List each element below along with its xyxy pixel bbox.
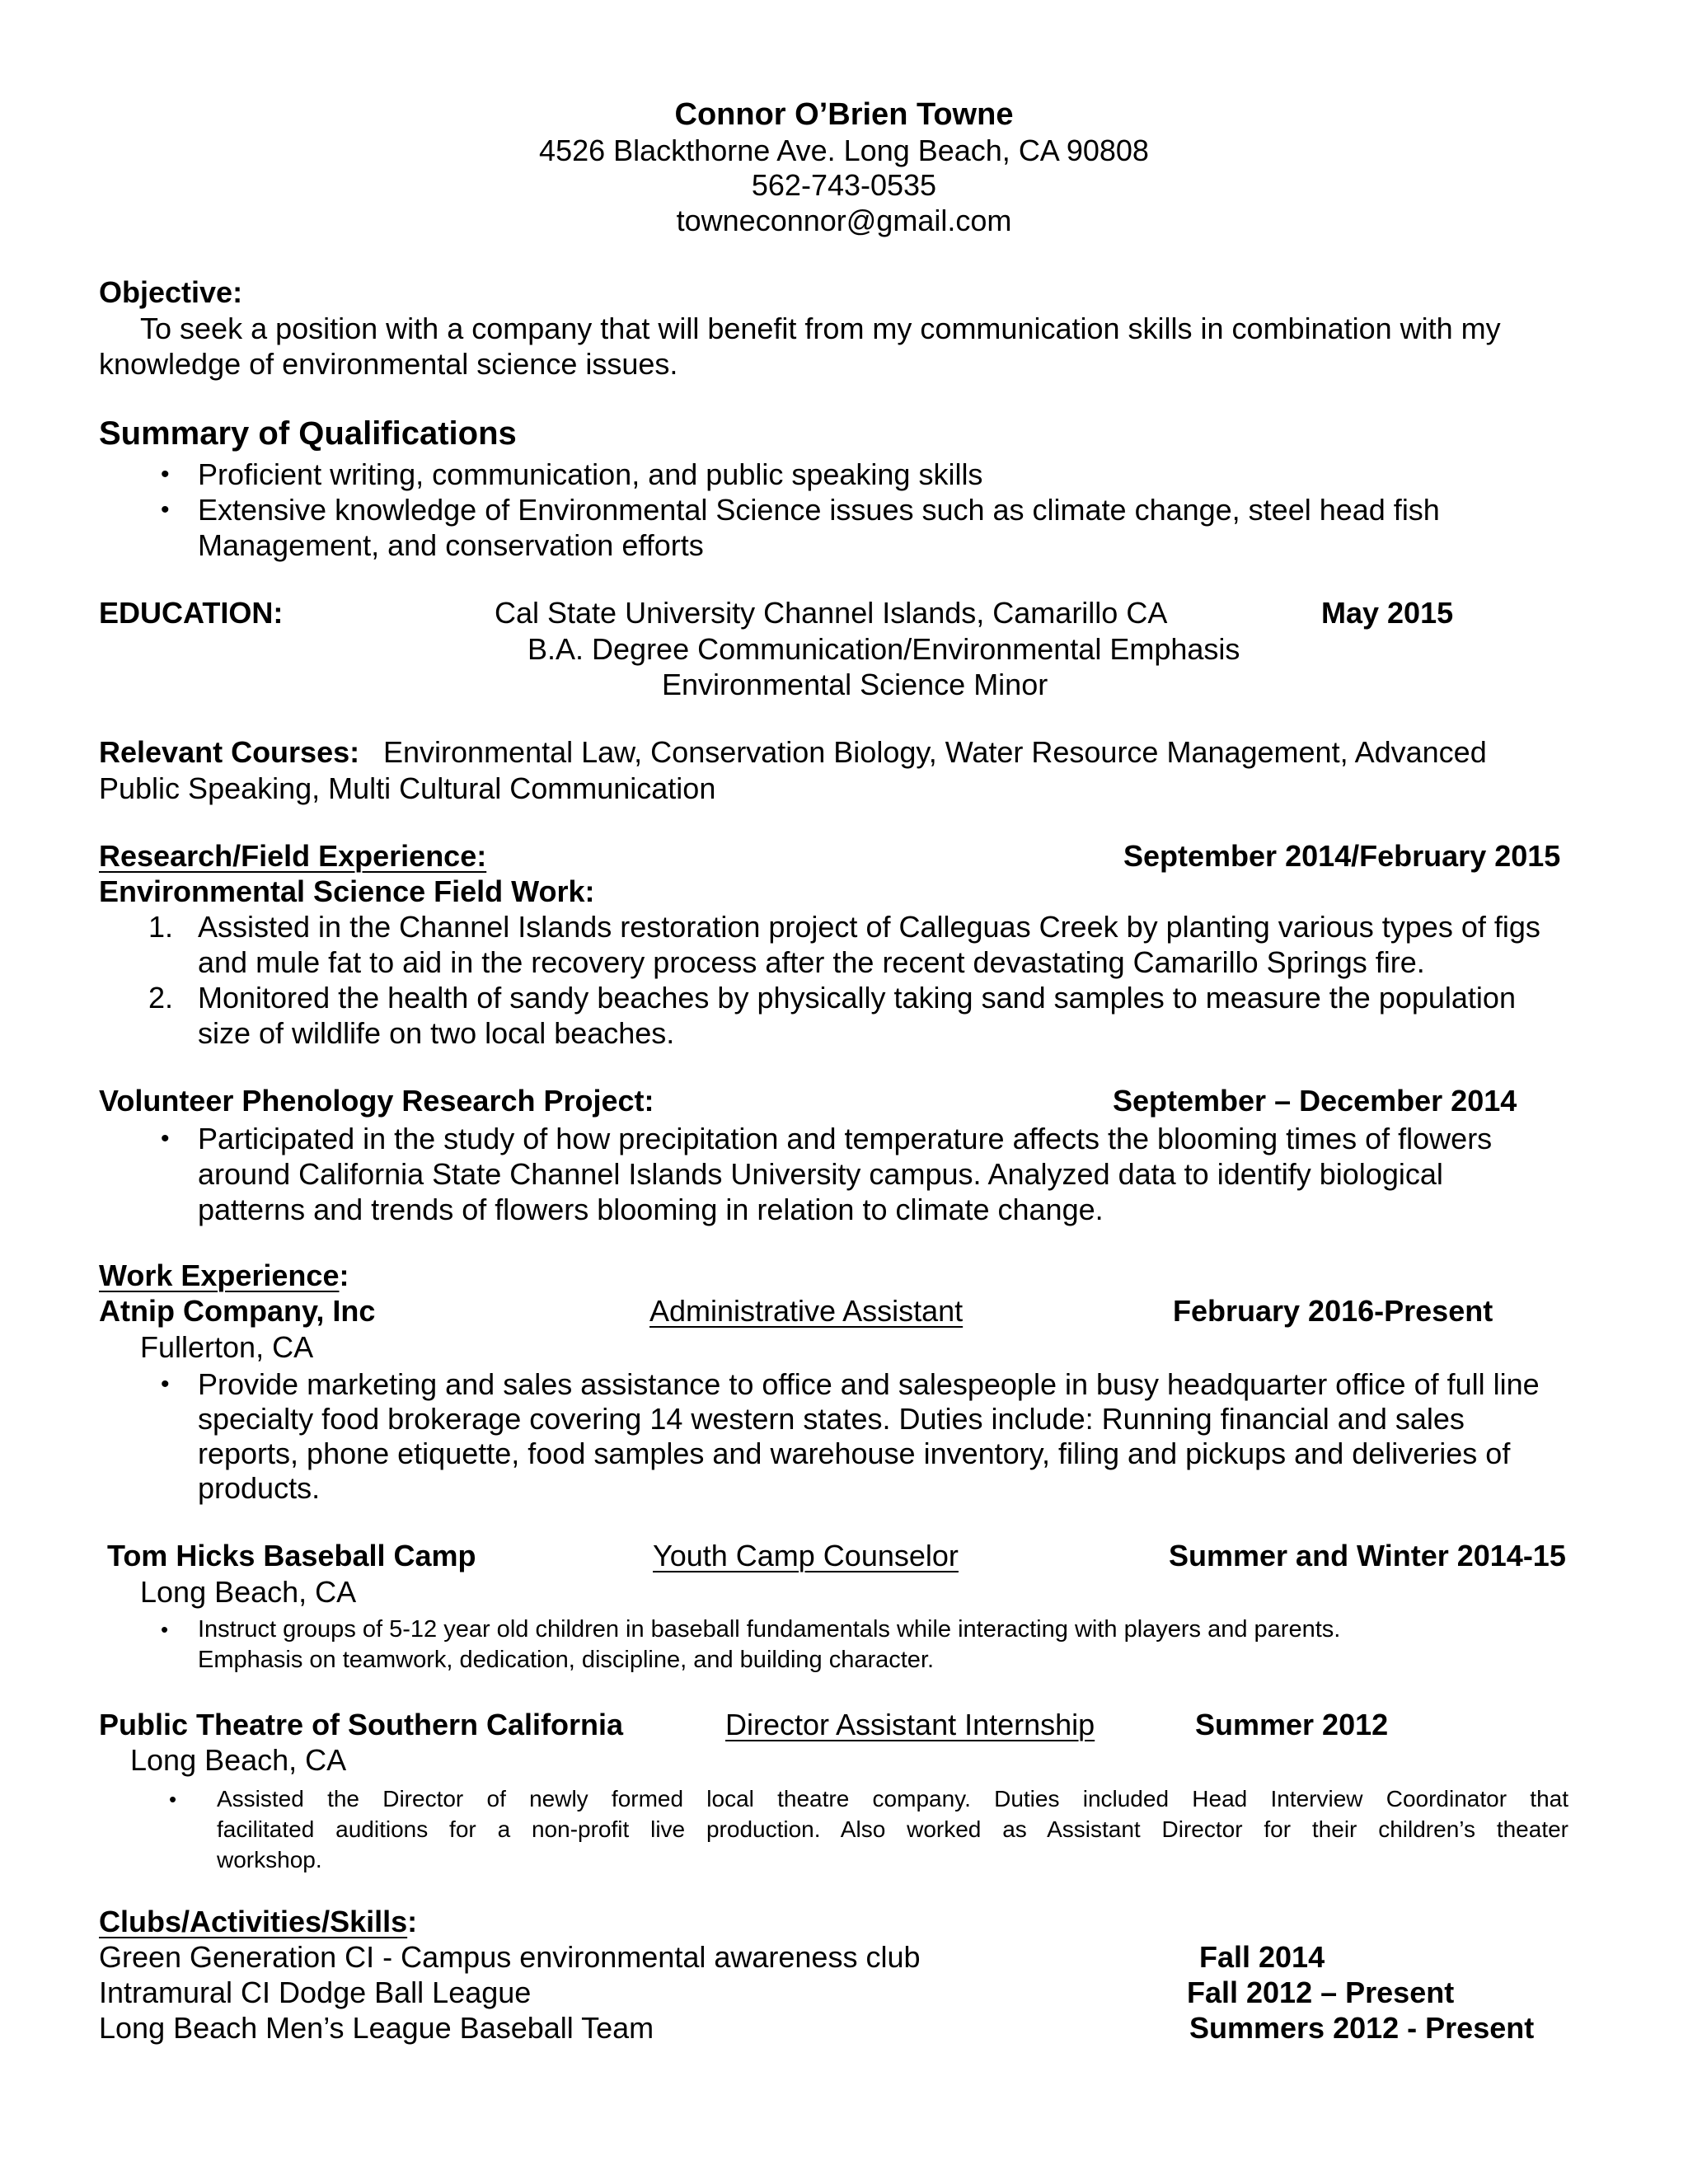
list-number: 1. [148, 910, 174, 944]
job-duty-line: Provide marketing and sales assistance to office and salespeople in busy headquarter office of full line [198, 1367, 1540, 1401]
job-title: Administrative Assistant [649, 1294, 964, 1328]
research-item: Monitored the health of sandy beaches by physically taking sand samples to measure the population [198, 981, 1516, 1015]
volunteer-heading: Volunteer Phenology Research Project: [99, 1084, 654, 1118]
clubs-heading [99, 1905, 417, 1939]
club-date: Summers 2012 - Present [1189, 2011, 1535, 2045]
research-heading: Research/Field Experience: [99, 839, 487, 873]
work-heading [99, 1258, 349, 1293]
job-duty-line: workshop. [217, 1847, 322, 1872]
club-name: Intramural CI Dodge Ball League [99, 1975, 532, 2009]
clubs-heading-colon: : [407, 1905, 418, 1938]
candidate-name: Connor O’Brien Towne [674, 97, 1014, 132]
research-date: September 2014/February 2015 [1123, 839, 1561, 873]
job-location: Fullerton, CA [140, 1330, 314, 1364]
work-heading-colon: : [339, 1258, 349, 1292]
club-name: Long Beach Men’s League Baseball Team [99, 2011, 654, 2045]
education-date: May 2015 [1321, 596, 1454, 630]
job-title: Youth Camp Counselor [653, 1539, 959, 1572]
volunteer-date: September – December 2014 [1113, 1084, 1517, 1118]
research-item-continued: and mule fat to aid in the recovery process after the recent devastating Camarillo Springs fire. [198, 945, 1425, 979]
club-date: Fall 2012 – Present [1187, 1975, 1455, 2009]
job-duty-line: specialty food brokerage covering 14 western states. Duties include: Running financial and sales [198, 1402, 1465, 1436]
job-duty-line: Instruct groups of 5-12 year old children in baseball fundamentals while interacting with players and parents. [198, 1616, 1341, 1643]
bullet-icon: • [161, 461, 170, 488]
job-duty-line: Emphasis on teamwork, dedication, discipline, and building character. [198, 1647, 935, 1673]
job-duty-line: products. [198, 1471, 321, 1505]
summary-item: Proficient writing, communication, and public speaking skills [198, 457, 983, 491]
education-degree: B.A. Degree Communication/Environmental Emphasis [528, 632, 1240, 666]
job-title: Director Assistant Internship [725, 1708, 1095, 1741]
education-school: Cal State University Channel Islands, Camarillo CA [495, 596, 1168, 630]
job-date: Summer and Winter 2014-15 [1169, 1539, 1566, 1572]
education-minor: Environmental Science Minor [662, 668, 1048, 701]
volunteer-line: patterns and trends of flowers blooming in relation to climate change. [198, 1193, 1104, 1226]
summary-item: Extensive knowledge of Environmental Science issues such as climate change, steel head fish [198, 493, 1440, 527]
objective-line-2: knowledge of environmental science issues. [99, 347, 678, 381]
job-date: February 2016-Present [1173, 1294, 1493, 1328]
research-item-continued: size of wildlife on two local beaches. [198, 1016, 675, 1050]
education-label: EDUCATION: [99, 596, 284, 630]
phone: 562-743-0535 [751, 168, 937, 202]
job-location: Long Beach, CA [140, 1575, 357, 1609]
clubs-heading-text: Clubs/Activities/Skills [99, 1905, 408, 1938]
bullet-icon: • [161, 496, 170, 523]
email: towneconnor@gmail.com [676, 204, 1012, 237]
work-heading-text: Work Experience [99, 1258, 340, 1292]
summary-item-continued: Management, and conservation efforts [198, 528, 704, 562]
courses-line-1: Environmental Law, Conservation Biology, Water Resource Management, Advanced [383, 735, 1487, 769]
bullet-icon: • [161, 1125, 170, 1152]
club-name: Green Generation CI - Campus environmental awareness club [99, 1940, 921, 1974]
job-date: Summer 2012 [1195, 1708, 1389, 1741]
bullet-icon: • [161, 1617, 169, 1642]
list-number: 2. [148, 981, 174, 1015]
job-location: Long Beach, CA [130, 1743, 347, 1777]
job-duty-line: facilitated auditions for a non-profit live production. Also worked as Assistant Director for their children’s theater [217, 1816, 1568, 1842]
job-company: Tom Hicks Baseball Camp [107, 1539, 476, 1572]
job-company: Public Theatre of Southern California [99, 1708, 624, 1741]
job-company: Atnip Company, Inc [99, 1294, 376, 1328]
research-subheading: Environmental Science Field Work: [99, 874, 595, 908]
job-duty-line: reports, phone etiquette, food samples and warehouse inventory, filing and pickups and deliveries of [198, 1436, 1511, 1470]
address: 4526 Blackthorne Ave. Long Beach, CA 90808 [539, 134, 1149, 167]
bullet-icon: • [161, 1371, 170, 1398]
courses-label: Relevant Courses: [99, 735, 360, 769]
summary-heading: Summary of Qualifications [99, 415, 517, 452]
objective-line-1: To seek a position with a company that will benefit from my communication skills in combination with my [140, 312, 1501, 345]
objective-heading: Objective: [99, 275, 243, 309]
research-item: Assisted in the Channel Islands restoration project of Calleguas Creek by planting various types of figs [198, 910, 1540, 944]
job-duty-line: Assisted the Director of newly formed local theatre company. Duties included Head Interview Coordinator that [217, 1786, 1568, 1811]
courses-line-2: Public Speaking, Multi Cultural Communication [99, 771, 716, 805]
volunteer-line: around California State Channel Islands University campus. Analyzed data to identify biological [198, 1157, 1443, 1191]
bullet-icon: • [169, 1787, 177, 1811]
volunteer-line: Participated in the study of how precipitation and temperature affects the blooming times of flowers [198, 1122, 1493, 1155]
club-date: Fall 2014 [1199, 1940, 1325, 1974]
